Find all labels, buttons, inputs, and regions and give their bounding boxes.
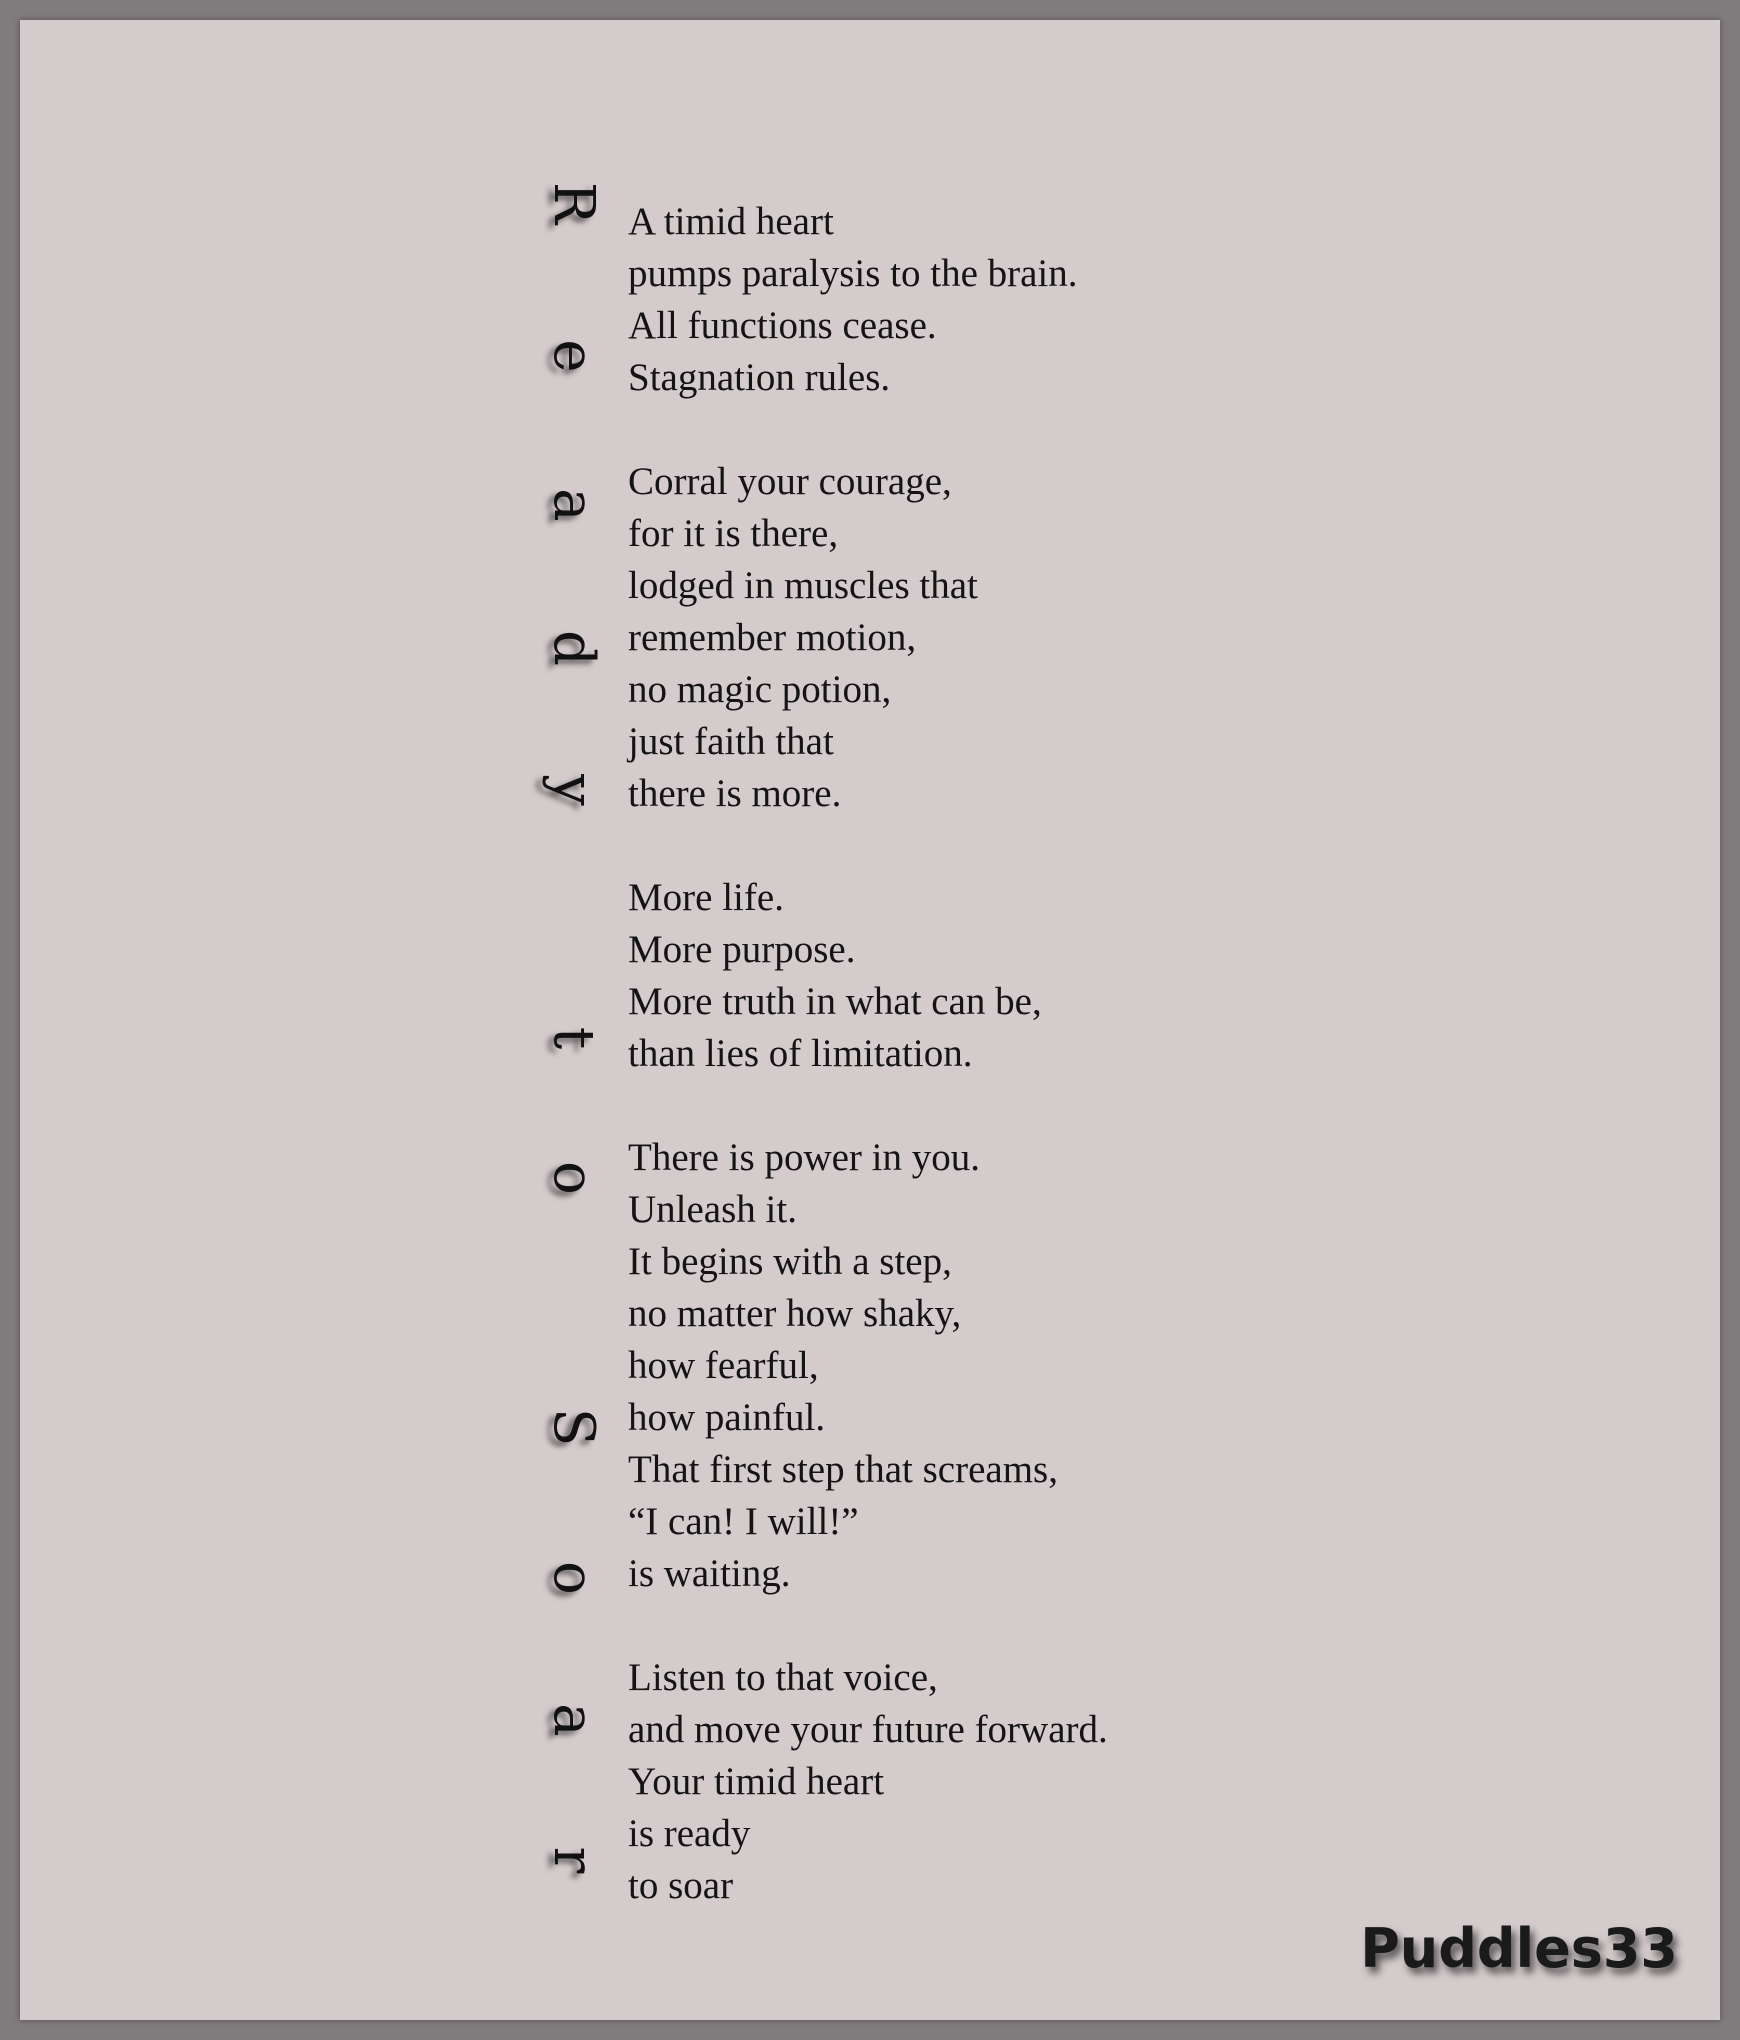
poem-line: is ready bbox=[628, 1812, 751, 1855]
title-letter: R bbox=[541, 181, 606, 225]
poem-line: “I can! I will!” bbox=[628, 1500, 859, 1543]
title-letter: a bbox=[541, 1703, 606, 1737]
poem-line: just faith that bbox=[628, 720, 834, 763]
poem-line: remember motion, bbox=[628, 616, 917, 659]
poem-line: Your timid heart bbox=[628, 1760, 885, 1803]
poem-line: lodged in muscles that bbox=[628, 564, 978, 607]
title-letter: d bbox=[541, 630, 606, 666]
poem-line: Corral your courage, bbox=[628, 460, 952, 503]
stanza bbox=[628, 872, 1528, 1080]
poem-line: how painful. bbox=[628, 1396, 826, 1439]
title-letter: y bbox=[541, 774, 606, 806]
title-letter: o bbox=[541, 1561, 606, 1595]
title-letter: r bbox=[541, 1846, 606, 1874]
poem-line: That first step that screams, bbox=[628, 1448, 1058, 1491]
poem-line: More purpose. bbox=[628, 928, 856, 971]
poem-line: how fearful, bbox=[628, 1344, 819, 1387]
poem-line: and move your future forward. bbox=[628, 1708, 1108, 1751]
poem-line: is waiting. bbox=[628, 1552, 791, 1595]
stanza bbox=[628, 456, 1528, 820]
stanza bbox=[628, 196, 1528, 404]
poem-line: Unleash it. bbox=[628, 1188, 797, 1231]
poem-line: It begins with a step, bbox=[628, 1240, 952, 1283]
poem-line: to soar bbox=[628, 1864, 734, 1907]
stanza bbox=[628, 1652, 1528, 1912]
poem-body bbox=[628, 196, 1528, 1912]
poem-line: for it is there, bbox=[628, 512, 839, 555]
poem-line: than lies of limitation. bbox=[628, 1032, 973, 1075]
stanza bbox=[628, 1132, 1528, 1600]
poem-line: no matter how shaky, bbox=[628, 1292, 962, 1335]
poem-line: no magic potion, bbox=[628, 668, 892, 711]
title-letter: o bbox=[541, 1161, 606, 1195]
title-letter: t bbox=[541, 1026, 606, 1050]
poem-line: More truth in what can be, bbox=[628, 980, 1042, 1023]
poem-line: All functions cease. bbox=[628, 304, 937, 347]
title-letter: a bbox=[541, 488, 606, 522]
title-letter: e bbox=[541, 339, 606, 373]
poem-line: A timid heart bbox=[628, 200, 834, 243]
poem-line: Stagnation rules. bbox=[628, 356, 891, 399]
poem-line: More life. bbox=[628, 876, 784, 919]
title-letter: S bbox=[541, 1407, 606, 1447]
author-signature: Puddles33 bbox=[1360, 1917, 1678, 1980]
poem-line: There is power in you. bbox=[628, 1136, 980, 1179]
poem-card bbox=[20, 20, 1720, 2020]
poem-line: there is more. bbox=[628, 772, 842, 815]
poem-line: Listen to that voice, bbox=[628, 1656, 938, 1699]
poem-line: pumps paralysis to the brain. bbox=[628, 252, 1078, 295]
